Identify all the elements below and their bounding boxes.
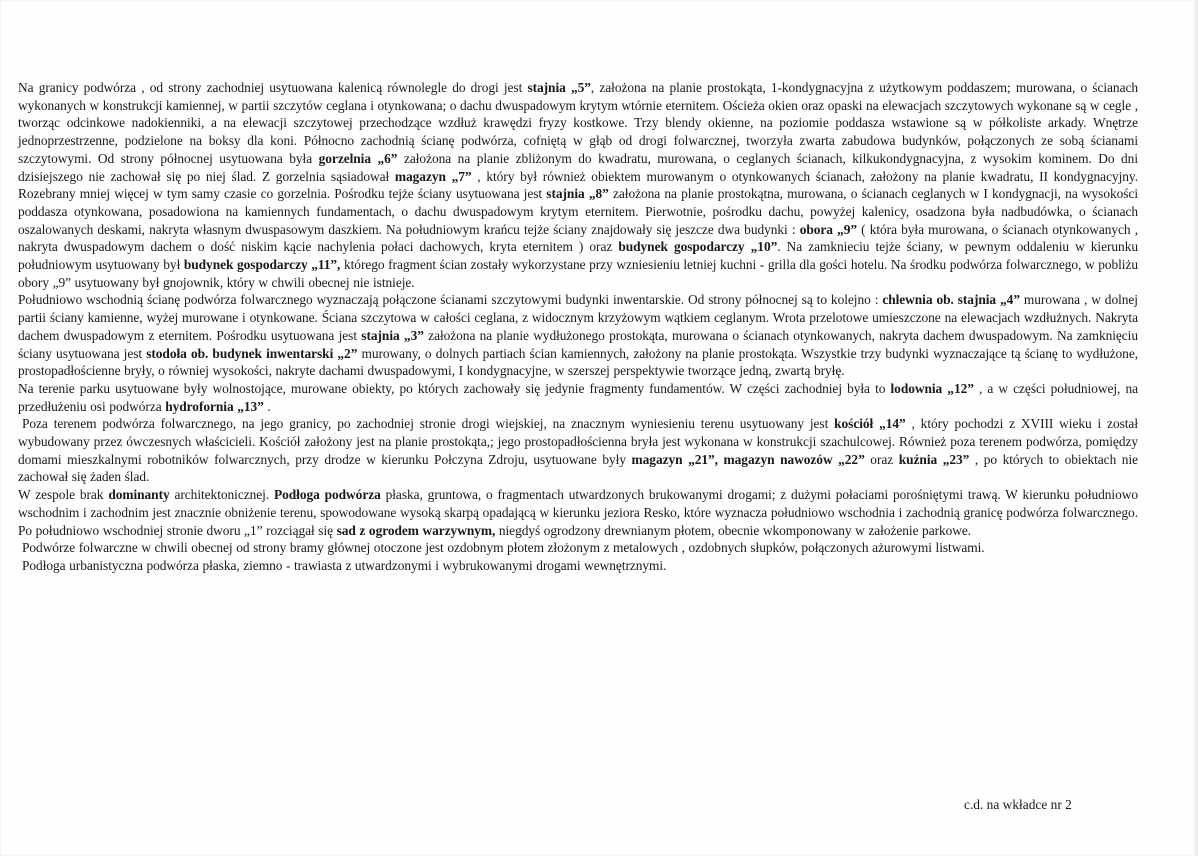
paragraph-5 <box>18 486 1138 539</box>
text-run: którego fragment ścian zostały wykorzystane przy wzniesieniu letniej kuchni - grilla dla gości hotelu. Na środku podwórza folwarcznego, w pobliżu obory „9” usytuowany był gnojownik, który w chwili obecnej nie istnieje. <box>18 257 1139 290</box>
bold-term: stajnia „8” <box>546 186 609 202</box>
bold-term: budynek gospodarczy „10” <box>618 239 778 255</box>
text-run: W zespole brak <box>18 487 109 503</box>
text-run: Na terenie parku usytuowane były wolnostojące, murowane obiekty, po których zachowały się jedynie fragmenty fundamentów. W części zachodniej była to <box>18 380 891 396</box>
paragraph-3 <box>18 380 1138 415</box>
bold-term: kościół „14” <box>834 416 906 432</box>
bold-term: stajnia „5” <box>527 80 591 95</box>
text-run: Południowo wschodnią ścianę podwórza folwarcznego wyznaczają połączone ścianami szczytowymi budynki inwentarskie. Od strony północnej są to kolejno : <box>18 292 883 308</box>
paragraph-6 <box>18 539 1138 557</box>
text-run: , po których to obiektach nie zachował się żaden ślad. <box>18 451 1139 485</box>
text-run: , założona na planie prostokąta, 1-kondygnacyjna z użytkowym poddaszem; murowana, o ścianach wykonanych w konstrukcji kamiennej, w partii szczytów ceglana i otynkowana; o dachu dwuspadowym krytym wtórnie eternitem. Ościeża okien oraz opaski na elewacjach szczytowych wykonane są w cegle , tworząc odcinkowe nadokienniki, a na elewacji szczytowej przechodzące wzdłuż krawędzi fryzy kostkowe. Trzy blendy okienne, na poziomie poddasza wstawione są w półkoliste arkady. Wnętrze jednoprzestrzenne, podzielone na boksy dla koni. Północno zachodnią ścianę podwórza, cofniętą w głąb od drogi folwarcznej, tworzyła zwarta zabudowa budynków, połączonych ze sobą ścianami szczytowymi. Od strony północnej usytuowana była <box>18 80 1139 166</box>
bold-term: chlewnia ob. stajnia „4” <box>882 292 1020 308</box>
bold-term: stajnia „3” <box>361 327 424 343</box>
bold-term: dominanty <box>108 487 170 503</box>
text-run: . <box>263 398 271 414</box>
text-run: . Na zamknieciu tejże ściany, w pewnym oddaleniu w kierunku południowym usytuowany był <box>18 239 1138 273</box>
document-body <box>18 79 1138 575</box>
text-run: Podłoga urbanistyczna podwórza płaska, ziemno - trawiasta z utwardzonymi i wybrukowanymi drogami wewnętrznymi. <box>22 557 667 573</box>
paragraph-2 <box>18 291 1138 380</box>
text-run: założona na planie prostokątna, murowana, o ścianach ceglanych w I kondygnacji, na wysokości poddasza otynkowana, posadowiona na kamiennych fundamentach, o dachu dwuspadowym krytym eternitem. Pierwotnie, pośrodku dachu, powyżej kalenicy, osadzona była nadbudówka, o ścianach oszalowanych deskami, nakryta własnym dwuspasowym daszkiem. Na południowym krańcu tejże ściany znajdowały się jeszcze dwa budynki : <box>18 186 1139 237</box>
bold-term: magazyn „21”, magazyn nawozów „22” <box>631 451 865 467</box>
bold-term: budynek gospodarczy „11”, <box>183 257 341 273</box>
text-run: płaska, gruntowa, o fragmentach utwardzonych brukowanymi drogami; z dużymi połaciami porośniętymi trawą. W kierunku południowo wschodnim i zachodnim jest znacznie obniżenie terenu, spowodowane wysoką skarpą opadającą w kierunku jeziora Resko, które wyznacza południowo wschodnia i zachodnią granicę podwórza folwarcznego. Po południowo wschodniej stronie dworu „1” rozciągał się <box>18 487 1139 538</box>
text-run: ( która była murowana, o ścianach otynkowanych , nakryta dwuspadowym dachem o dość niskim kącie nachylenia połaci dachowych, kryta eternitem ) oraz <box>18 221 1138 255</box>
bold-term: sad z ogrodem warzywnym, <box>336 522 496 538</box>
text-run: , który był również obiektem murowanym o otynkowanych ścianach, założony na planie kwadratu, II kondygnacyjny. Rozebrany mniej więcej w tym samy czasie co gorzelnia. Pośrodku tejże ściany usytuowana jest <box>18 168 1138 202</box>
bold-term: lodownia „12” <box>890 380 974 396</box>
bold-term: gorzelnia „6” <box>318 150 398 166</box>
text-run: murowany, o dolnych partiach ścian kamiennych, założony na planie prostokąta. Wszystkie trzy budynki wyznaczające tą ścianę to wydłużone, prostopadłościenne bryły, o równiej wysokości, nakryte dachami dwuspadowymi, I kondygnacyjne, w szerszej perspektywie tworzące jedną, zwartą bryłę. <box>18 345 1139 379</box>
text-run: Na granicy podwórza , od strony zachodniej usytuowana kalenicą równolegle do drogi jest <box>18 80 528 95</box>
bold-term: kuźnia „23” <box>898 451 970 467</box>
text-run: Poza terenem podwórza folwarcznego, na jego granicy, po zachodniej stronie drogi wiejskiej, na znacznym wyniesieniu terenu usytuowany jest <box>22 416 835 432</box>
bold-term: Podłoga podwórza <box>273 487 381 503</box>
bold-term: magazyn „7” <box>394 168 472 184</box>
text-run: , który pochodzi z XVIII wieku i został wybudowany przez ówczesnych właścicieli. Kościół założony jest na planie prostokąta,; jego prostopadłościenna bryła jest wykonana w konstrukcji szachulcowej. Również poza terenem podwórza, pomiędzy domami mieszkalnymi robotników folwarcznych, przy drodze w kierunku Połczyna Zdroju, usytuowane były <box>18 416 1138 467</box>
bold-term: obora „9” <box>799 221 857 237</box>
text-run: architektonicznej. <box>169 487 274 503</box>
page-edge-shadow <box>1192 0 1198 856</box>
text-run: założona na planie wydłużonego prostokąta, murowana o ścianach otynkowanych, nakryta dachem dwuspadowym. Na zamknięciu ściany usytuowana jest <box>18 327 1139 361</box>
text-run: niegdyś ogrodzony drewnianym płotem, obecnie wkomponowany w założenie parkowe. <box>495 522 972 538</box>
continuation-note: c.d. na wkładce nr 2 <box>964 797 1072 812</box>
text-run: Podwórze folwarczne w chwili obecnej od strony bramy głównej otoczone jest ozdobnym płotem złożonym z metalowych , ozdobnych słupków, połączonych ażurowymi listwami. <box>22 540 985 556</box>
text-run: murowana , w dolnej partii ściany kamienne, wyżej murowane i otynkowane. Ściana szczytowa w całości ceglana, z widocznym krzyżowym wątkiem ceglanym. Wrota przelotowe umieszczone na elewacjach wzdłużnych. Nakryta dachem dwuspadowym z eternitem. Pośrodku usytuowana jest <box>18 292 1138 343</box>
paragraph-7 <box>18 557 1138 575</box>
text-run: oraz <box>864 451 899 467</box>
text-run: założona na planie zbliżonym do kwadratu, murowana, o ceglanych ścianach, kilkukondygnacyjna, z wysokim kominem. Do dni dzisiejszego nie zachował się po niej ślad. Z gorzelnia sąsiadował <box>18 150 1138 184</box>
paragraph-4 <box>18 415 1138 486</box>
paragraph-1 <box>18 79 1138 291</box>
text-run: , a w części południowej, na przedłużeniu osi podwórza <box>18 380 1138 414</box>
bold-term: hydrofornia „13” <box>165 398 264 414</box>
bold-term: stodoła ob. budynek inwentarski „2” <box>146 345 358 361</box>
